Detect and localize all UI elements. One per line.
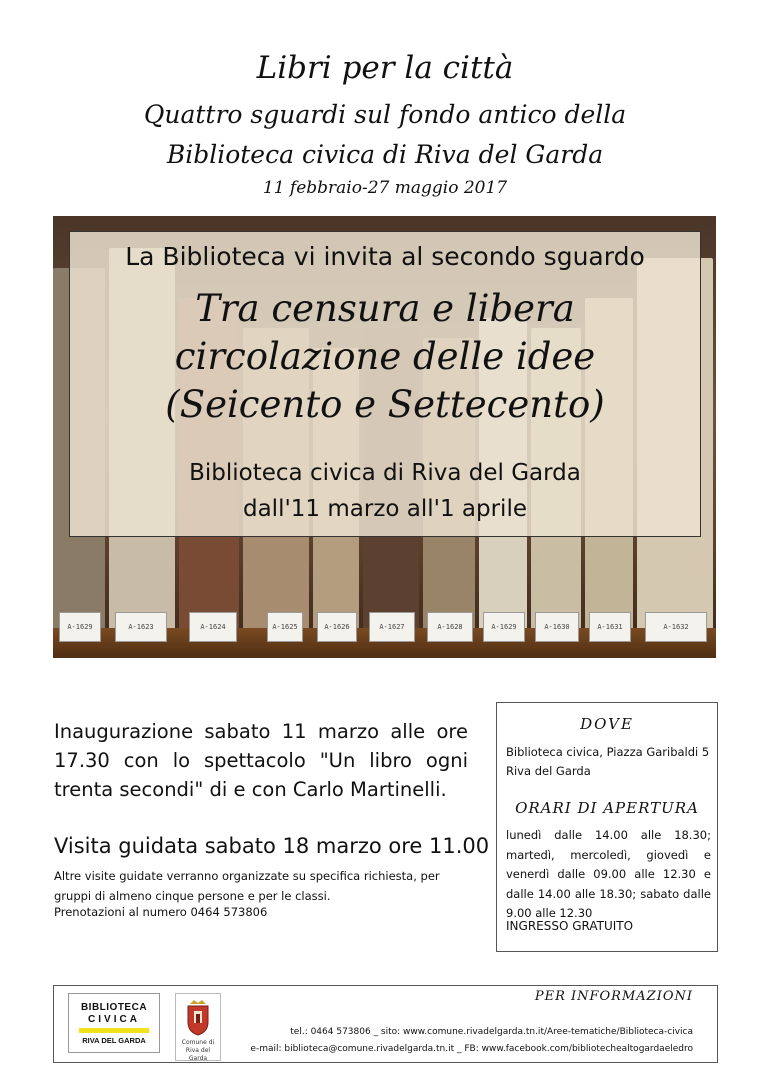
hours-text: lunedì dalle 14.00 alle 18.30; martedì, mercoledì, giovedì e venerdì dalle 09.00 alle 12.30 e dalle 14.00 alle 18.30; sabato dalle 9.00 alle 12.30 <box>506 828 711 920</box>
guided-visit-text: Visita guidata sabato 18 marzo ore 11.00 <box>54 834 490 858</box>
poster-subtitle-line-1: Quattro sguardi sul fondo antico della <box>143 100 627 129</box>
hours-heading: ORARI DI APERTURA <box>515 799 699 817</box>
dove-heading: DOVE <box>580 715 634 733</box>
event-dates: dall'11 marzo all'1 aprile <box>242 496 527 522</box>
event-overlay-panel <box>69 231 701 537</box>
book-label: A-1627 <box>369 612 415 642</box>
poster-title: Libri per la città <box>256 50 514 86</box>
event-title-line-2: circolazione delle idee <box>174 335 596 378</box>
event-title-line-1: Tra censura e libera <box>195 287 575 330</box>
book-label: A-1629 <box>483 612 525 642</box>
book-label: A-1631 <box>589 612 631 642</box>
logo-line-2: CIVICA <box>88 1014 140 1025</box>
book-label: A-1623 <box>115 612 167 642</box>
where-and-hours-box <box>496 702 718 952</box>
poster-dates: 11 febbraio-27 maggio 2017 <box>262 178 508 198</box>
dove-address: Biblioteca civica, Piazza Garibaldi 5 Riva del Garda <box>506 745 710 778</box>
inauguration-text: Inaugurazione sabato 11 marzo alle ore 17.30 con lo spettacolo "Un libro ogni trenta secondi" di e con Carlo Martinelli. <box>54 720 468 801</box>
book-label: A-1628 <box>427 612 473 642</box>
book-label: A-1632 <box>645 612 707 642</box>
info-heading: PER INFORMAZIONI <box>534 989 693 1004</box>
admission-text: INGRESSO GRATUITO <box>506 919 634 933</box>
logo-line-3: RIVA DEL GARDA <box>82 1036 146 1045</box>
book-label: A-1629 <box>59 612 101 642</box>
book-label: A-1626 <box>317 612 357 642</box>
poster-subtitle-line-2: Biblioteca civica di Riva del Garda <box>166 140 604 169</box>
book-label: A-1625 <box>267 612 303 642</box>
footer-box <box>53 985 718 1063</box>
comune-crest-icon <box>186 998 210 1036</box>
event-title-line-3: (Seicento e Settecento) <box>165 383 605 426</box>
contact-line-phone-site[interactable]: tel.: 0464 573806 _ sito: www.comune.rivadelgarda.tn.it/Aree-tematiche/Biblioteca-civica <box>290 1027 693 1037</box>
logo-line-1: BIBLIOTECA <box>80 1002 148 1013</box>
other-visits-text: Altre visite guidate verranno organizzate su specifica richiesta, per gruppi di almeno cinque persone e per le classi. <box>54 869 440 903</box>
event-place: Biblioteca civica di Riva del Garda <box>189 460 581 486</box>
comune-label: Comune di Riva del Garda <box>181 1039 215 1062</box>
book-label: A-1624 <box>189 612 237 642</box>
contact-line-email-fb[interactable]: e-mail: biblioteca@comune.rivadelgarda.tn.it _ FB: www.facebook.com/bibliotechealtogardaeledro <box>250 1044 693 1054</box>
logo-yellow-bar <box>79 1028 149 1033</box>
biblioteca-logo <box>68 993 160 1053</box>
booking-text: Prenotazioni al numero 0464 573806 <box>54 905 268 919</box>
comune-logo <box>175 993 221 1061</box>
book-label: A-1630 <box>535 612 579 642</box>
invite-line: La Biblioteca vi invita al secondo sguardo <box>125 242 645 271</box>
